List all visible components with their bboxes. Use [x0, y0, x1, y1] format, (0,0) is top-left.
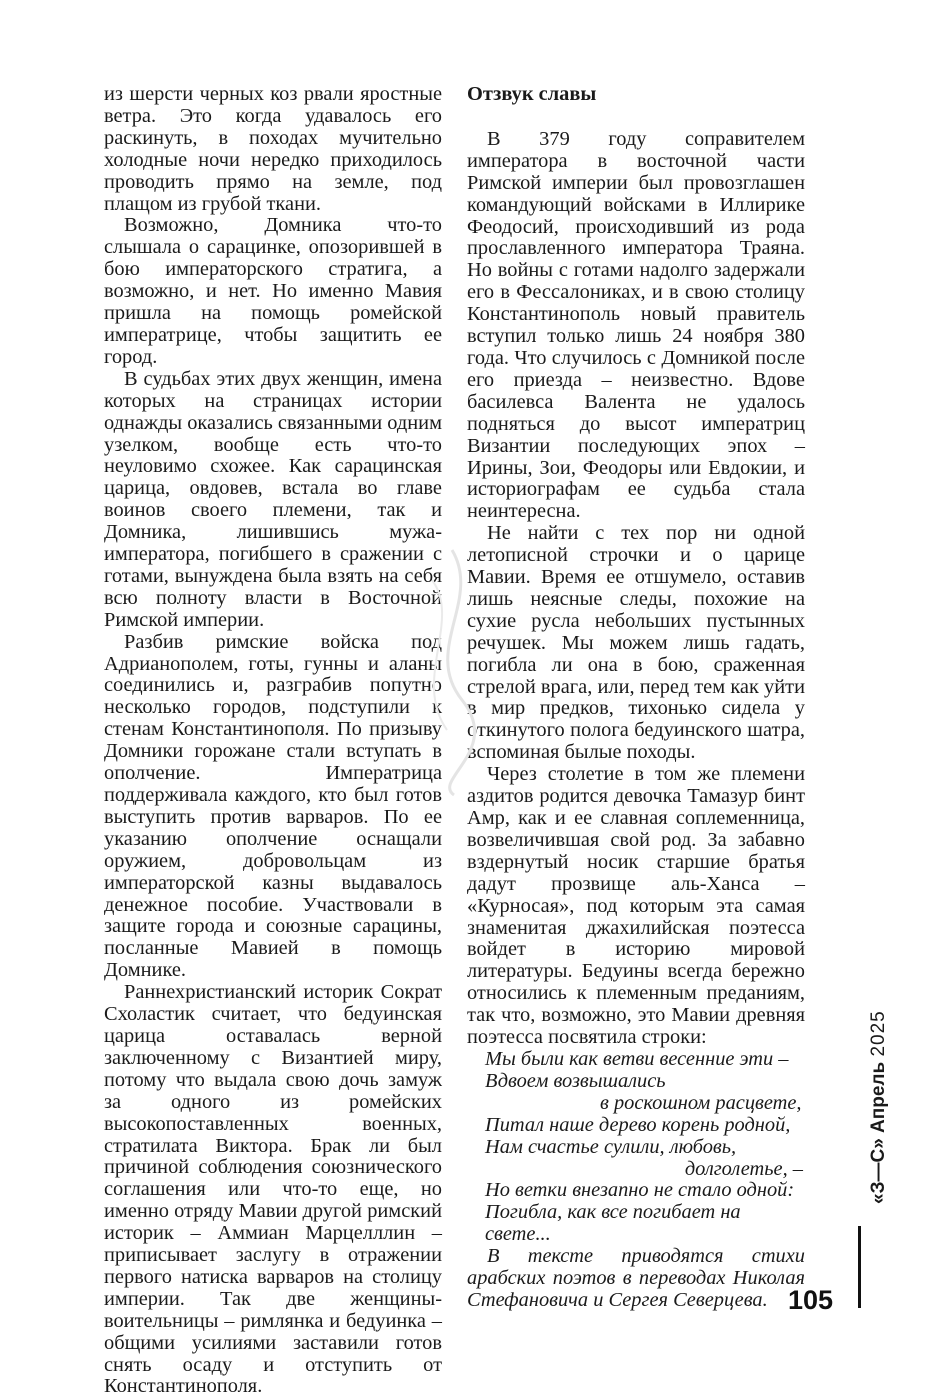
poem-line: Мы были как ветви весенние эти – — [485, 1047, 789, 1070]
poem-line: долголетье, – — [684, 1157, 803, 1180]
right-column — [467, 84, 805, 1312]
poem-line: Нам счастье сулили, любовь, — [485, 1135, 737, 1158]
paragraph: В судьбах этих двух женщин, имена которых на страницах истории однажды оказались связанными одним узелком, вообще есть что-то неуловимо схожее. Как сарацинская царица, овдовев, встала во главе воинов своего племени, так и Домника, лишившись мужа-императора, погибшего в сражении с готами, вынуждена была взять на себя всю полноту власти в Восточной Римской империи. — [104, 367, 442, 631]
poem-line: Погибла, как все погибает на свете... — [485, 1201, 741, 1246]
paragraph: Не найти с тех пор ни одной летописной строчки и о царице Мавии. Время ее отшумело, оставив лишь неясные следы, похожие на сухие русла небольших пустынных речушек. Мы можем лишь гадать, погибла ли она в бою, сраженная стрелой врага, или, перед тем как уйти в мир предков, тихонько сидела у откинутого полога бедуинского шатра, вспоминая былые походы. — [467, 522, 805, 764]
paragraph: В 379 году соправителем императора в восточной части Римской империи был провозглашен командующий войсками в Иллирике Феодосий, происходивший из рода прославленного императора Траяна. Но войны с готами надолго задержали его в Фессалониках, и в свою столицу Константинополь новый правитель вступил только лишь 24 ноября 380 года. Что случилось с Домникой после его приезда – неизвестно. Вдове басилевса Валента не удалось подняться до высот императриц Византии последующих эпох – Ирины, Зои, Феодоры или Евдокии, и историографам ее судьба стала неинтересна. — [467, 127, 805, 523]
poem-line: Питал наше дерево корень родной, — [485, 1113, 791, 1136]
poem — [485, 1049, 805, 1246]
page-number: 105 — [788, 1285, 834, 1315]
paragraph: Возможно, Домника что-то слышала о сарацинке, опозорившей в бою императорского стратига, а возможно, и нет. Но именно Мавия пришла на помощь ромейской императрице, чтобы защитить ее город. — [104, 214, 442, 368]
issue-month: Апрель — [868, 1061, 889, 1133]
watermark-ornament — [392, 540, 512, 800]
running-head — [868, 1010, 890, 1204]
paragraph: из шерсти черных коз рвали яростные ветра. Это когда удавалось его раскинуть, в походах мучительно холодные ночи нередко приходилось проводить прямо на земле, под плащом из грубой ткани. — [104, 83, 442, 215]
translation-note: В тексте приводятся стихи арабских поэтов в переводах Николая Стефановича и Сергея Северцева. — [467, 1245, 805, 1311]
magazine-name: «З—С» — [868, 1138, 889, 1204]
poem-line: Но ветки внезапно не стало одной: — [485, 1179, 795, 1202]
vertical-rule — [858, 1226, 861, 1308]
issue-year: 2025 — [868, 1010, 889, 1057]
poem-line: Вдвоем возвышались — [485, 1069, 666, 1092]
poem-line: в роскошном расцвете, — [600, 1091, 802, 1114]
paragraph: Через столетие в том же племени аздитов родится девочка Тамазур бинт Амр, как и ее славная соплеменница, возвеличившая свой род. За забавно вздернутый носик старшие братья дадут прозвище аль-Ханса – «Курносая», под которым эта самая знаменитая джахилийская поэтесса войдет в историю мировой литературы. Бедуины всегда бережно относились к племенным преданиям, так что, возможно, это Мавии древняя поэтесса посвятила строки: — [467, 763, 805, 1049]
section-heading: Отзвук славы — [467, 83, 597, 105]
paragraph: Раннехристианский историк Сократ Схоластик считает, что бедуинская царица оставалась верной заключенному с Византией миру, потому что выдала свою дочь замуж за одного из ромейских высокопоставленных военных, стратилата Виктора. Брак ли был причиной соблюдения союзнического соглашения или что-то еще, но именно отряду Мавии другой римский историк – Аммиан Марцелллин – приписывает заслугу в отражении первого натиска варваров на столицу империи. Так две женщины-воительницы – римлянка и бедуинка – общими усилиями заставили готов снять осаду и отступить от Константинополя. — [104, 981, 442, 1398]
paragraph: Разбив римские войска под Адрианополем, готы, гунны и аланы соединились и, разграбив попутно несколько городов, подступили к стенам Константинополя. По призыву Домники горожане стали вступать в ополчение. Императрица поддерживала каждого, кто был готов выступить против варваров. По ее указанию ополчение оснащали оружием, добровольцам из императорской казны выдавалось денежное пособие. Участвовали в защите города и союзные сарацины, посланные Мавией в помощь Домнике. — [104, 630, 442, 982]
